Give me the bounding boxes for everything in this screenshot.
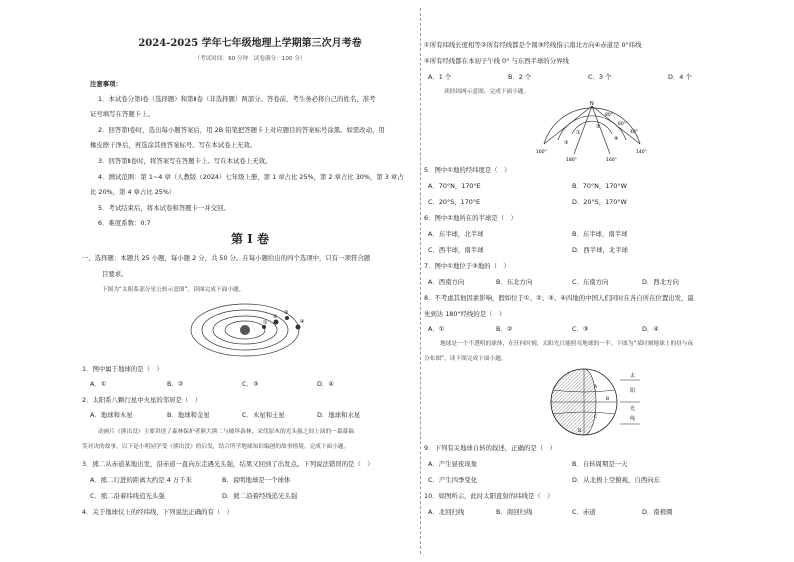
notice-line: 证号填写在答题卡上。 [90, 110, 154, 118]
q7-option-d[interactable]: D．西北方向 [642, 278, 679, 286]
day-night-figure [548, 366, 646, 438]
q7-option-c[interactable]: C．东南方向 [572, 278, 609, 286]
grid-label: 80° [605, 113, 613, 118]
q1-option-a[interactable]: A．① [90, 380, 107, 388]
left-column [82, 0, 418, 562]
figure-caption: 下图为“太阳系部分星公转示意图”。读图完成下面小题。 [102, 287, 245, 293]
grid-label: 40° [630, 130, 638, 135]
q3-option-c[interactable]: C．熊二沿着纬线追光头强 [90, 492, 165, 500]
daynight-label: 线 [630, 416, 636, 422]
orbit-label: ② [273, 314, 278, 320]
passage: 分布图”。读下图完成下面小题。 [424, 356, 507, 362]
figure-caption: 读经纬网示意图，完成下面小题。 [444, 89, 530, 95]
orbit-label: ① [263, 320, 268, 326]
question-8: 8．不考虑其他因素影响，假如位于①、②、③、④四地的中国人们同时在各自所在位置出发，最 [424, 294, 694, 302]
grid-label: 160° [536, 150, 547, 155]
q1-option-b[interactable]: B．② [167, 380, 184, 388]
grid-label: ① [576, 130, 581, 136]
q3-option-b[interactable]: B．说明地球是一个球体 [222, 476, 291, 484]
daynight-label: C [594, 415, 598, 420]
q2-option-d[interactable]: D．地球和水星 [317, 411, 361, 419]
q3-option-d[interactable]: D．熊二沿着经线追光头强 [222, 492, 298, 500]
notice-line: 橡皮擦干净后，再选涂其他答案标号。写在本试卷上无效。 [90, 141, 257, 149]
question-9: 9．下列有关地球自转的叙述，正确的是（ ） [424, 444, 556, 452]
q8-option-b[interactable]: B．② [496, 325, 513, 333]
orbit-label: ④ [300, 319, 305, 325]
daynight-label: 太 [630, 373, 636, 379]
passage: 笑对决的故事。以下是小明同学受《熊出没》的启发，结合所学地球知识编创的故事情境。完成下面小题。 [82, 444, 350, 450]
section-intro: 目要求。 [102, 270, 128, 278]
q5-option-b[interactable]: B．70°N，170°W [572, 182, 627, 190]
daynight-label: 阳 [630, 388, 636, 394]
exam-title: 2024-2025 学年七年级地理上学期第三次月考卷 [138, 38, 362, 49]
q2-option-c[interactable]: C．木星和土星 [242, 411, 285, 419]
q8-option-c[interactable]: C．③ [572, 325, 589, 333]
question-1: 1．图中属于地球的是（ ） [82, 365, 163, 373]
q4-statements: ①所有纬线长度相等②所有经线都是个圆③经线指示南北方向④赤道是 0°纬线 [424, 41, 642, 49]
q6-option-c[interactable]: C．西半球，南半球 [428, 246, 484, 254]
grid-label: 60° [618, 122, 626, 127]
question-8: 先到达 180°经线的是（ ） [424, 310, 506, 318]
grid-label: ④ [614, 136, 619, 142]
exam-subtitle: （考试时间：60 分钟 试卷满分：100 分） [194, 56, 306, 62]
notice-line: 6．难度系数：0.7 [98, 219, 151, 227]
q5-option-a[interactable]: A．70°N，170°E [428, 182, 481, 190]
column-divider [420, 8, 421, 554]
q4-statements: ⑤所有经线都在本初子午线 0° 与东西半球的分界线 [424, 57, 569, 65]
q9-option-a[interactable]: A．产生昼夜现象 [428, 460, 478, 468]
q7-option-b[interactable]: B．东北方向 [496, 278, 533, 286]
question-10: 10．如图所示，此时太阳直射的纬线是（ ） [424, 492, 554, 500]
q6-option-a[interactable]: A．东半球，北半球 [428, 230, 484, 238]
notice-line: 4．测试范围：第 1~4 章（人教版（2024）七年级上册，第 1 章占比 25%，第 2 章占比 30%，第 3 章占 [98, 173, 404, 181]
q2-option-a[interactable]: A．地球和木星 [90, 411, 133, 419]
section-intro: 一、选择题：本题共 25 小题，每小题 2 分，共 50 分。在每小题给出的四个选项中，只有一项符合题 [82, 254, 371, 262]
notice-line: 比 20%，第 4 章占比 25%） [90, 188, 176, 196]
passage: 地球是一个不透明的球体，在任何时刻，太阳光只能照亮地球的一半。下图为“某时刻地球上的昼与夜 [440, 341, 694, 347]
q10-option-c[interactable]: C．赤道 [572, 508, 596, 516]
grid-label: ③ [564, 140, 569, 146]
grid-label: ② [596, 124, 601, 130]
q1-option-c[interactable]: C．③ [242, 380, 259, 388]
question-3: 3．熊二从赤道某地出发，沿赤道一直向东走遇光头强，结果又回到了出发点。下列说法错误的是（ ） [82, 460, 374, 468]
q8-option-a[interactable]: A．① [428, 325, 445, 333]
question-6: 6．图中②地所在的半球是（ ） [424, 214, 517, 222]
q6-option-d[interactable]: D．西半球，北半球 [572, 246, 629, 254]
graticule-figure [536, 100, 648, 162]
daynight-label: B [606, 397, 610, 402]
q9-option-d[interactable]: D．从北极上空俯视，自西向东 [572, 476, 660, 484]
q8-option-d[interactable]: D．④ [642, 325, 660, 333]
q2-option-b[interactable]: B．地球和金星 [167, 411, 210, 419]
q4-option-c[interactable]: C．3 个 [588, 73, 612, 81]
q10-option-a[interactable]: A．北回归线 [428, 508, 465, 516]
section-title: 第 Ⅰ 卷 [231, 232, 269, 246]
orbit-label: ③ [284, 310, 289, 316]
question-5: 5．图中①地的经纬度是（ ） [424, 166, 511, 174]
q7-option-a[interactable]: A．西南方向 [428, 278, 465, 286]
q9-option-b[interactable]: B．自转周期是一天 [572, 460, 628, 468]
q4-option-b[interactable]: B．2 个 [508, 73, 532, 81]
grid-label: N [590, 101, 594, 107]
grid-label: 180° [566, 158, 577, 162]
grid-label: 160° [606, 158, 617, 162]
notice-line: 1．本试卷分第Ⅰ卷（选择题）和第Ⅱ卷（非选择题）两部分。答卷前，考生务必将自己的姓名、准考 [98, 95, 376, 103]
right-column [424, 0, 764, 562]
daynight-label: D [578, 429, 582, 434]
q5-option-d[interactable]: D．20°S，170°W [572, 198, 627, 206]
q9-option-c[interactable]: C．产生四季变化 [428, 476, 478, 484]
q5-option-c[interactable]: C．20°S，170°E [428, 198, 481, 206]
question-4: 4．关于地球仪上的经纬线，下列说法正确的有（ ） [82, 508, 234, 516]
question-7: 7．图中①地位于③地的（ ） [424, 262, 510, 270]
daynight-label: 光 [630, 406, 636, 412]
q10-option-b[interactable]: B．南回归线 [496, 508, 533, 516]
q4-option-a[interactable]: A．1 个 [428, 73, 452, 81]
notice-line: 5．考试结束后，将本试卷和答题卡一并交回。 [98, 204, 230, 212]
passage: 动画片《熊出没》主要讲述了森林保护者熊大熊二与破坏森林、采伐原木的光头强之间上演的一幕幕搞 [98, 429, 354, 435]
notice-heading: 注意事项： [90, 80, 122, 88]
q3-option-a[interactable]: A．熊二行进的距离大约是 4 万千米 [90, 476, 192, 484]
notice-line: 3．回答第Ⅱ卷时，将答案写在答题卡上。写在本试卷上无效。 [98, 157, 272, 165]
question-2: 2．太阳系八颗行星中火星的邻居是（ ） [82, 396, 202, 404]
q4-option-d[interactable]: D．4 个 [668, 73, 692, 81]
daynight-label: A [594, 385, 598, 390]
notice-line: 2．回答第Ⅰ卷时，选出每小题答案后，用 2B 铅笔把答题卡上对应题目的答案标号涂黑。如需改动，用 [98, 126, 385, 134]
solar-system-figure [190, 298, 310, 358]
q10-option-d[interactable]: D．南极圈 [642, 508, 673, 516]
grid-label: 140° [636, 150, 647, 155]
q6-option-b[interactable]: B．东半球，南半球 [572, 230, 628, 238]
q1-option-d[interactable]: D．④ [317, 380, 335, 388]
